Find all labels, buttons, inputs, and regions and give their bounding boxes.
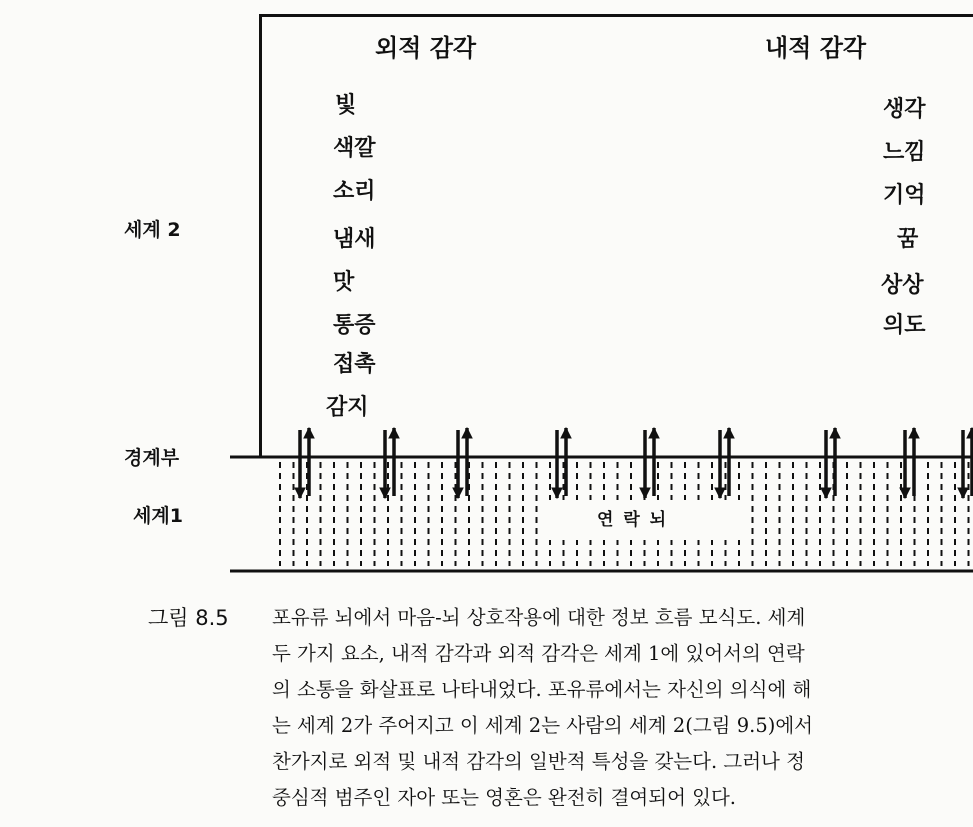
outer-item-touch: 접촉 (333, 352, 376, 377)
caption-line: 찬가지로 외적 및 내적 감각의 일반적 특성을 갖는다. 그러나 정 (272, 750, 805, 773)
up-arrow (304, 428, 314, 496)
inner-sense-heading: 내적 감각 (765, 34, 867, 62)
caption-line: 중심적 범주인 자아 또는 영혼은 완전히 결여되어 있다. (272, 786, 737, 809)
outer-item-pain: 통증 (333, 313, 376, 338)
down-arrow (821, 430, 831, 498)
down-arrow (958, 430, 968, 498)
caption-line: 의 소통을 화살표로 나타내었다. 포유류에서는 자신의 의식에 해 (272, 678, 812, 701)
outer-item-taste: 맛 (333, 270, 355, 295)
outer-sense-heading: 외적 감각 (375, 34, 477, 62)
caption-line: 는 세계 2가 주어지고 이 세계 2는 사람의 세계 2(그림 9.5)에서 (272, 714, 814, 737)
outer-item-sensing: 감지 (326, 395, 369, 420)
outer-item-sound: 소리 (333, 179, 376, 204)
inner-item-memory: 기억 (883, 183, 926, 208)
outer-item-light: 빛 (335, 93, 357, 118)
down-arrow (552, 430, 562, 498)
caption-line: 두 가지 요소, 내적 감각과 외적 감각은 세계 1에 있어서의 연락 (272, 642, 805, 665)
boundary-label: 경계부 (124, 447, 180, 469)
inner-item-thought: 생각 (883, 97, 926, 122)
figure-number: 그림 8.5 (148, 606, 229, 630)
outer-item-smell: 냄새 (333, 227, 376, 252)
up-arrow (830, 428, 840, 496)
interaction-arrows (295, 428, 973, 498)
inner-item-imagination: 상상 (881, 273, 924, 298)
world1-label: 세계1 (133, 505, 183, 527)
inner-item-dream: 꿈 (897, 227, 919, 252)
up-arrow (462, 428, 472, 496)
inner-item-feeling: 느낌 (883, 140, 926, 165)
world2-label: 세계 2 (124, 219, 181, 241)
caption-line: 포유류 뇌에서 마음-뇌 상호작용에 대한 정보 흐름 모식도. 세계 (272, 606, 806, 629)
down-arrow (715, 430, 725, 498)
inner-item-intention: 의도 (883, 313, 926, 338)
up-arrow (389, 428, 399, 496)
liaison-brain-label: 연 락 뇌 (597, 510, 669, 530)
down-arrow (295, 430, 305, 498)
up-arrow (909, 428, 919, 496)
down-arrow (640, 430, 650, 498)
outer-item-color: 색깔 (333, 136, 376, 161)
